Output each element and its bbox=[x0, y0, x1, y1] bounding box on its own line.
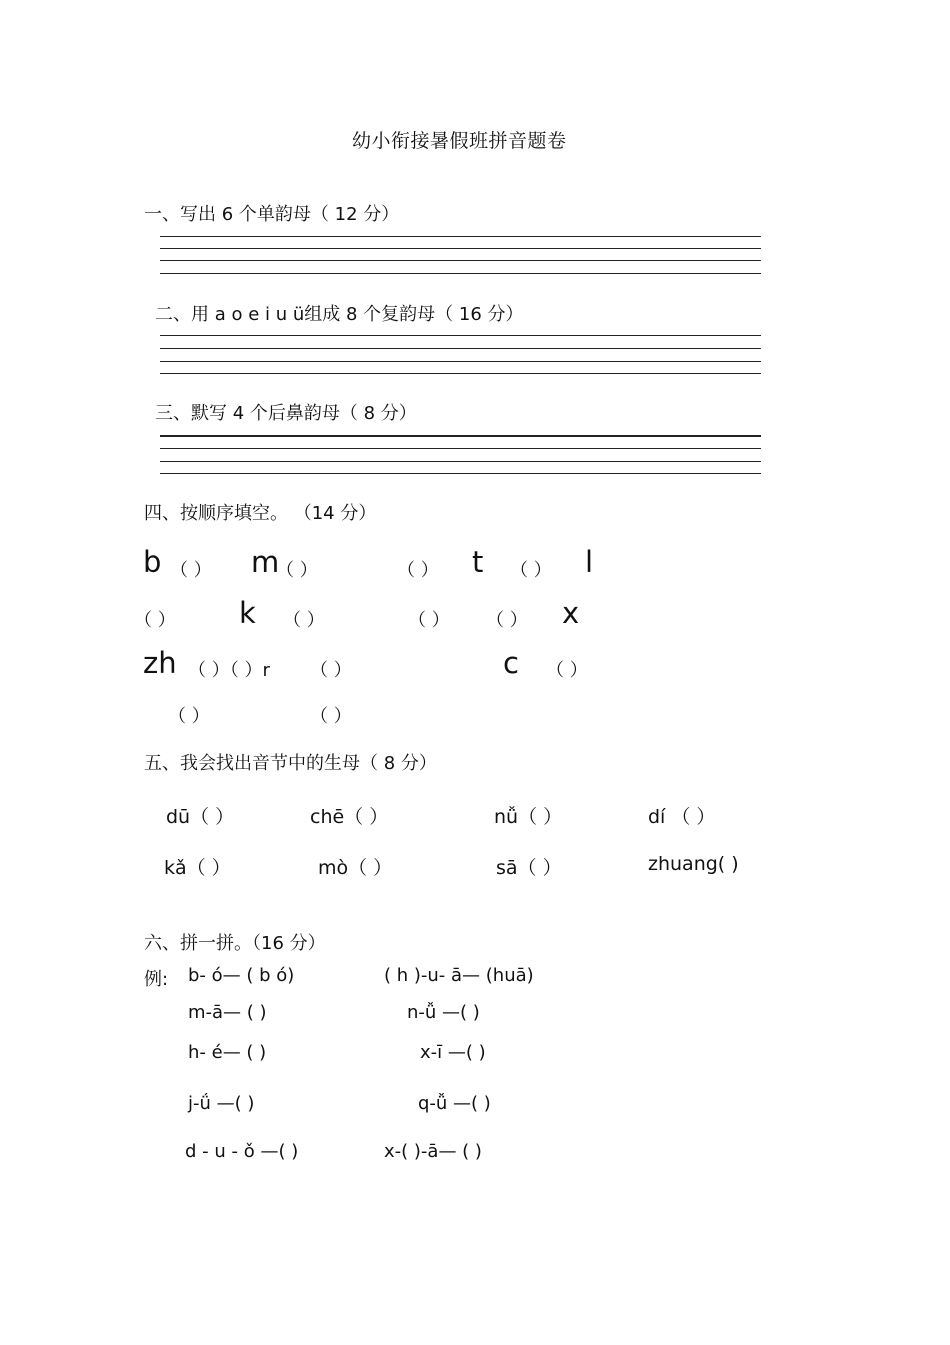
letter-t: t bbox=[472, 545, 484, 579]
syllable-item: chē（ ） bbox=[310, 806, 389, 828]
letter-l: l bbox=[585, 545, 594, 579]
section-5-heading: 五、我会找出音节中的生母（ 8 分） bbox=[144, 753, 437, 774]
page-title: 幼小衔接暑假班拼音题卷 bbox=[352, 130, 567, 152]
blank-paren: （ ） bbox=[397, 560, 439, 581]
spelling-item: m-ā— ( ) bbox=[188, 1002, 267, 1023]
letter-zh: zh bbox=[143, 646, 177, 680]
example-right: ( h )-u- ā— (huā) bbox=[384, 965, 534, 986]
blank-paren: （ ） bbox=[134, 610, 176, 631]
blank-paren: （ ） bbox=[170, 560, 212, 581]
spelling-item: h- é— ( ) bbox=[188, 1042, 267, 1063]
syllable-item: dū（ ） bbox=[166, 806, 235, 828]
example-label: 例: bbox=[144, 969, 169, 990]
blank-paren: （ ） bbox=[283, 610, 325, 631]
blank-paren: （ ） bbox=[546, 660, 588, 681]
section-2-heading: 二、用 a o e i u ü组成 8 个复韵母（ 16 分） bbox=[155, 304, 524, 325]
letter-k: k bbox=[239, 596, 256, 630]
blank-paren: （ ） bbox=[276, 560, 318, 581]
blank-paren: （ ） bbox=[408, 610, 450, 631]
section-4-heading: 四、按顺序填空。 （14 分） bbox=[144, 503, 377, 524]
blank-paren: （ ） bbox=[310, 660, 352, 681]
letter-m: m bbox=[251, 545, 280, 579]
syllable-item: dí （ ） bbox=[648, 806, 716, 828]
letter-x: x bbox=[562, 596, 580, 630]
section-1-heading: 一、写出 6 个单韵母（ 12 分） bbox=[144, 204, 400, 225]
syllable-item: zhuang( ) bbox=[648, 853, 739, 875]
spelling-item: x-( )-ā— ( ) bbox=[384, 1141, 482, 1162]
blank-paren: （ ） bbox=[168, 706, 210, 727]
blank-paren: （ ） bbox=[486, 610, 528, 631]
syllable-item: sā（ ） bbox=[496, 857, 562, 879]
letter-b: b bbox=[143, 545, 162, 579]
blank-paren: （ ） bbox=[310, 706, 352, 727]
blank-paren-group: （ ）（ ）r bbox=[188, 660, 270, 681]
blank-paren: （ ） bbox=[510, 560, 552, 581]
syllable-item: mò（ ） bbox=[318, 857, 393, 879]
spelling-item: d - u - ǒ —( ) bbox=[185, 1141, 299, 1162]
spelling-item: j-ǘ —( ) bbox=[188, 1093, 255, 1114]
letter-c: c bbox=[503, 646, 519, 680]
section-6-heading: 六、拼一拼。（16 分） bbox=[144, 933, 326, 954]
spelling-item: x-ī —( ) bbox=[420, 1042, 486, 1063]
syllable-item: kǎ（ ） bbox=[164, 857, 231, 879]
example-left: b- ó— ( b ó) bbox=[188, 965, 295, 986]
section-3-heading: 三、默写 4 个后鼻韵母（ 8 分） bbox=[155, 403, 417, 424]
spelling-item: q-ǚ —( ) bbox=[418, 1093, 491, 1114]
syllable-item: nǚ（ ） bbox=[494, 806, 563, 828]
spelling-item: n-ǚ —( ) bbox=[407, 1002, 480, 1023]
